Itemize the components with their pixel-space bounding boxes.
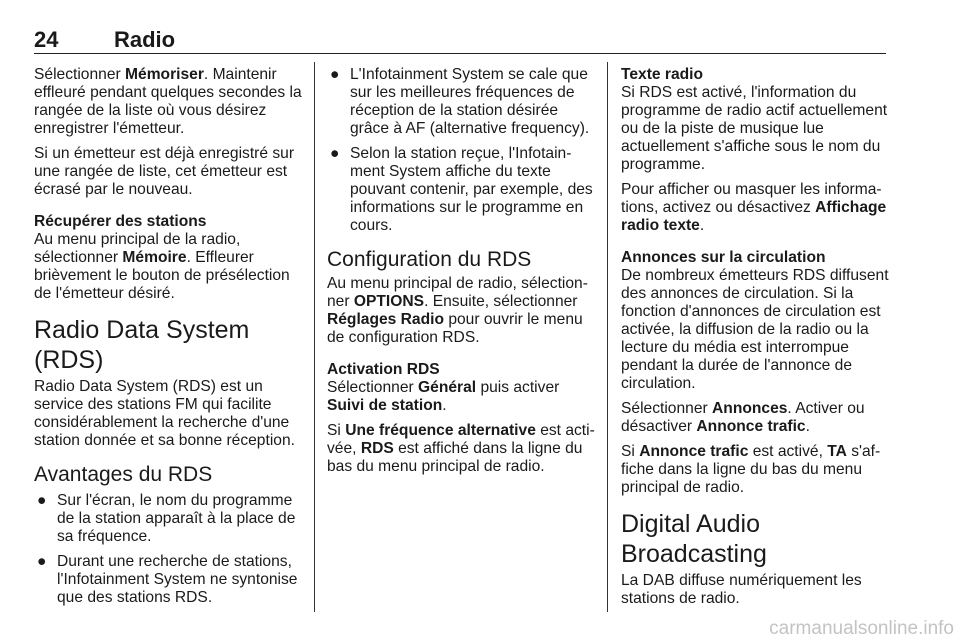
page-header — [34, 27, 886, 54]
paragraph: Sélectionner Mémoriser. Maintenir effleuré pendant quelques secondes la rangée de la liste où vous désirez enregistrer l'émetteur. — [34, 66, 302, 137]
list-item: ● Sur l'écran, le nom du programme de la station apparaît à la place de sa fréquence. — [37, 492, 296, 545]
paragraph: Au menu principal de la radio, sélectionner Mémoire. Effleurer brièvement le bouton de présélection de l'émetteur désiré. — [34, 231, 290, 302]
paragraph: Sélectionner Général puis activer Suivi de station. — [327, 379, 560, 414]
column-3 — [621, 66, 891, 615]
subheading-activation: Activation RDS — [327, 361, 440, 378]
paragraph: Au menu principal de radio, sélectionner OPTIONS. Ensuite, sélectionner Réglages Radio pour ouvrir le menu de configuration RDS. — [327, 275, 588, 346]
paragraph: Pour afficher ou masquer les informations, activez ou désactivez Affichage radio texte. — [621, 181, 887, 234]
paragraph: De nombreux émetteurs RDS diffusent des annonces de circulation. Si la fonction d'annonces de circulation est activée, la diffusion de la radio ou la lecture du média est interrompue pendant la durée de l'annonce de circulation. — [621, 267, 889, 392]
paragraph: Si un émetteur est déjà enregistré sur une rangée de liste, cet émetteur est écrasé par le nouveau. — [34, 145, 295, 198]
list-item: ● L'Infotainment System se cale que sur les meilleures fréquences de réception de la station désirée grâce à AF (alternative frequency). — [330, 66, 590, 137]
column-1 — [34, 66, 304, 614]
list-item: ● Durant une recherche de stations, l'Infotainment System ne syntonise que des stations RDS. — [37, 553, 298, 606]
column-divider — [314, 62, 315, 612]
paragraph: La DAB diffuse numériquement les stations de radio. — [621, 572, 862, 607]
list-item: ● Selon la station reçue, l'Infotainment System affiche du texte pouvant contenir, par exemple, des informations sur le programme en cours. — [330, 145, 593, 234]
heading-rds: Radio Data System (RDS) — [34, 316, 250, 374]
heading-rds-config: Configuration du RDS — [327, 248, 532, 271]
page-title: Radio — [114, 27, 176, 52]
paragraph: Radio Data System (RDS) est un service des stations FM qui facilite considérablement la recherche d'une station donnée et sa bonne réception. — [34, 378, 295, 449]
bullet-list — [34, 492, 304, 607]
heading-dab: Digital Audio Broadcasting — [621, 510, 767, 568]
column-2 — [327, 66, 597, 483]
paragraph: Si RDS est activé, l'information du programme de radio actif actuellement ou de la piste de musique lue actuellement s'affiche sous le nom du programme. — [621, 84, 888, 173]
page-number: 24 — [34, 27, 59, 52]
paragraph: Sélectionner Annonces. Activer ou désactiver Annonce trafic. — [621, 400, 865, 435]
heading-advantages: Avantages du RDS — [34, 463, 213, 486]
subheading-radio-text: Texte radio — [621, 66, 704, 83]
subheading-traffic: Annonces sur la circulation — [621, 249, 826, 266]
subheading-recall: Récupérer des stations — [34, 213, 207, 230]
watermark: carmanualsonline.info — [769, 618, 954, 639]
column-divider — [607, 62, 608, 612]
paragraph: Si Une fréquence alternative est activée, RDS est affiché dans la ligne du bas du menu principal de radio. — [327, 422, 595, 475]
bullet-list — [327, 66, 597, 235]
paragraph: Si Annonce trafic est activé, TA s'affiche dans la ligne du bas du menu principal de radio. — [621, 443, 881, 496]
